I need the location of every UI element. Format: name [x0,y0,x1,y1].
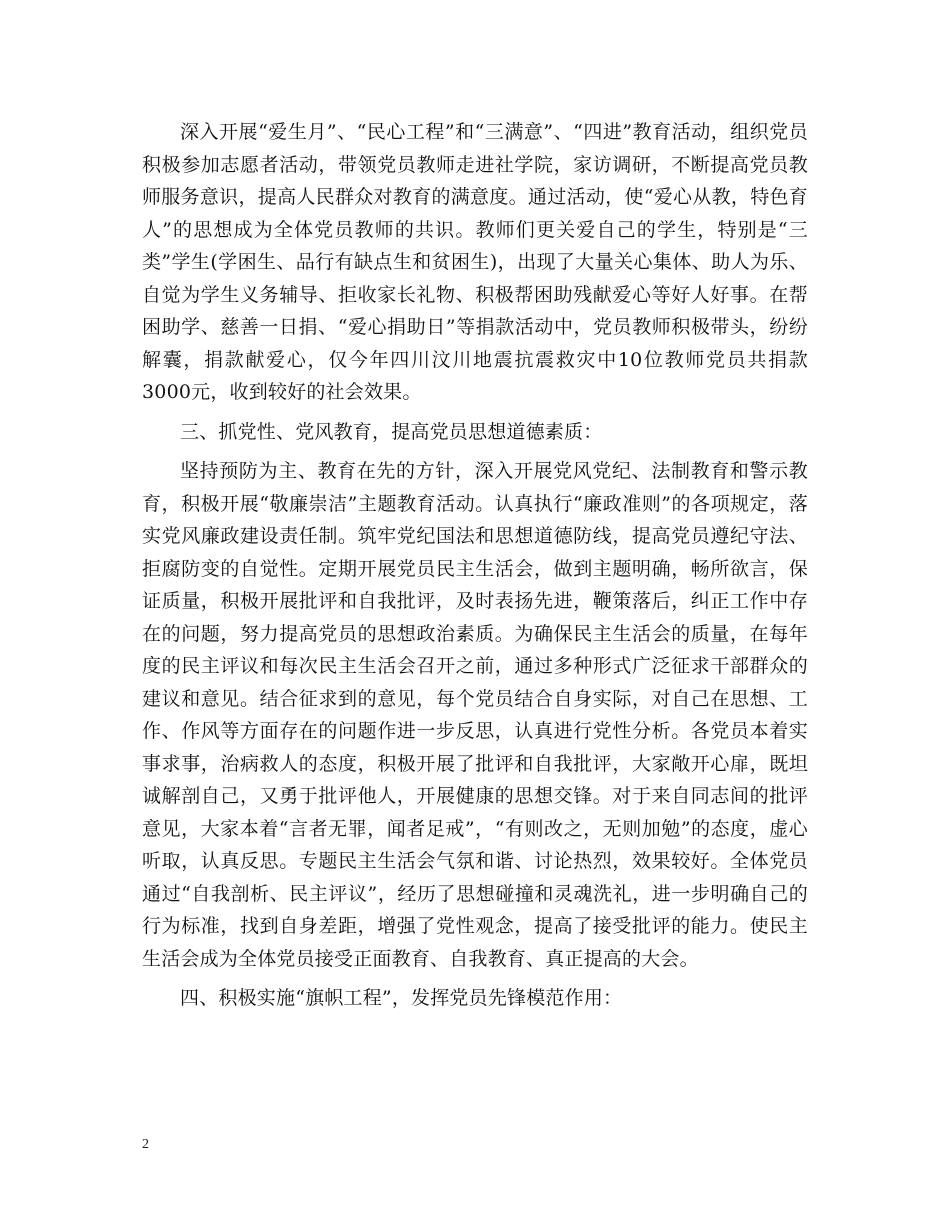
paragraph-love-education-activities: 深入开展“爱生月”、“民心工程”和“三满意”、“四进”教育活动，组织党员积极参加志愿者活动，带领党员教师走进社学院，家访调研，不断提高党员教师服务意识，提高人民群众对教育的满意度。通过活动，使“爱心从教，特色育人”的思想成为全体党员教师的共识。教师们更关爱自己的学生，特别是“三类”学生(学困生、品行有缺点生和贫困生)，出现了大量关心集体、助人为乐、自觉为学生义务辅导、拒收家长礼物、积极帮困助残献爱心等好人好事。在帮困助学、慈善一日捐、“爱心捐助日”等捐款活动中，党员教师积极带头，纷纷解囊，捐款献爱心，仅今年四川汶川地震抗震救灾中10位教师党员共捐款3000元，收到较好的社会效果。 [142,121,808,403]
section-heading-three: 三、抓党性、党风教育，提高党员思想道德素质： [180,420,603,443]
document-body [142,116,808,1022]
paragraph-party-discipline-education: 坚持预防为主、教育在先的方针，深入开展党风党纪、法制教育和警示教育，积极开展“敬廉崇洁”主题教育活动。认真执行“廉政准则”的各项规定，落实党风廉政建设责任制。筑牢党纪国法和思想道德防线，提高党员遵纪守法、拒腐防变的自觉性。定期开展党员民主生活会，做到主题明确，畅所欲言，保证质量，积极开展批评和自我批评，及时表扬先进，鞭策落后，纠正工作中存在的问题，努力提高党员的思想政治素质。为确保民主生活会的质量，在每年度的民主评议和每次民主生活会召开之前，通过多种形式广泛征求干部群众的建议和意见。结合征求到的意见，每个党员结合自身实际，对自己在思想、工作、作风等方面存在的问题作进一步反思，认真进行党性分析。各党员本着实事求事，治病救人的态度，积极开展了批评和自我批评，大家敞开心扉，既坦诚解剖自己，又勇于批评他人，开展健康的思想交锋。对于来自同志间的批评意见，大家本着“言者无罪，闻者足戒”，“有则改之，无则加勉”的态度，虚心听取，认真反思。专题民主生活会气氛和谐、讨论热烈，效果较好。全体党员通过“自我剖析、民主评议”，经历了思想碰撞和灵魂洗礼，进一步明确自己的行为标准，找到自身差距，增强了党性观念，提高了接受批评的能力。使民主生活会成为全体党员接受正面教育、自我教育、真正提高的大会。 [142,460,808,970]
section-heading-four: 四、积极实施“旗帜工程”，发挥党员先锋模范作用： [180,987,623,1009]
page-number: 2 [142,1137,149,1152]
